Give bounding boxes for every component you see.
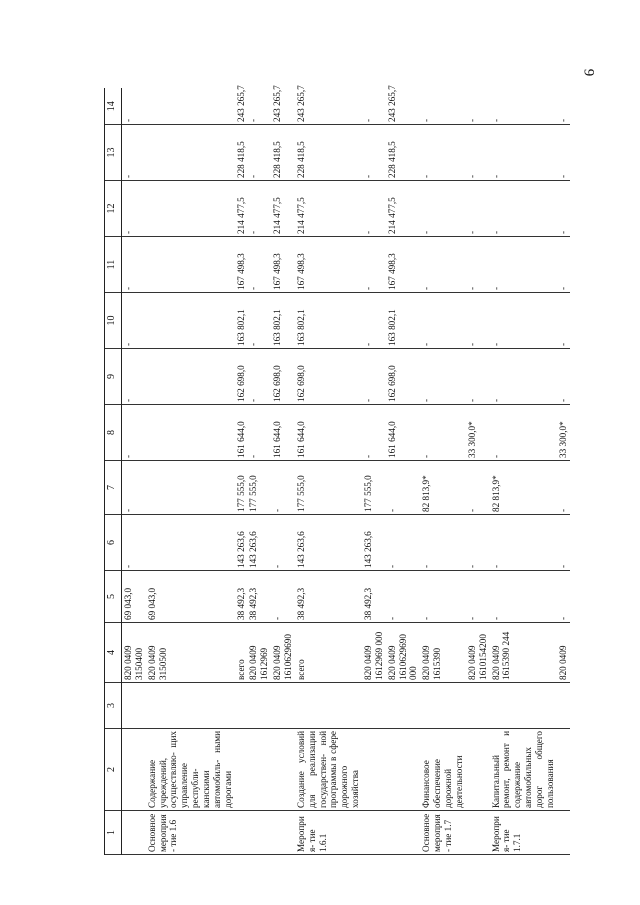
table-cell: 820 0409 1615390 — [420, 623, 465, 683]
table-cell: - — [557, 349, 570, 405]
table-cell: - — [271, 571, 295, 623]
table-cell: - — [466, 515, 490, 571]
table-cell: - — [247, 125, 271, 181]
table-row — [420, 89, 465, 855]
rotated-table-container — [104, 85, 600, 855]
table-cell: 167 498,3 — [271, 237, 295, 293]
budget-table — [104, 85, 570, 856]
table-cell: - — [386, 461, 421, 515]
table-cell: 38 492,3 — [235, 571, 248, 623]
table-cell — [466, 683, 490, 729]
table-cell: - — [362, 125, 386, 181]
table-cell — [557, 811, 570, 855]
table-cell — [466, 811, 490, 855]
table-cell: 162 698,0 — [235, 349, 248, 405]
table-body — [122, 85, 570, 855]
table-cell: 167 498,3 — [386, 237, 421, 293]
table-cell — [247, 729, 271, 811]
table-cell — [271, 729, 295, 811]
table-cell: 228 418,5 — [295, 125, 362, 181]
table-cell: 143 263,6 — [235, 515, 248, 571]
table-cell: 820 0409 1612969 000 — [362, 623, 386, 683]
table-row — [362, 89, 386, 855]
table-row — [295, 89, 362, 855]
table-cell: - — [490, 181, 557, 237]
table-cell — [247, 683, 271, 729]
table-cell: 243 265,7 — [386, 89, 421, 125]
column-header-5: 5 — [105, 571, 122, 623]
table-cell: 167 498,3 — [295, 237, 362, 293]
column-header-9: 9 — [105, 349, 122, 405]
table-cell: 161 644,0 — [295, 405, 362, 461]
table-cell: 33 300,0* — [466, 405, 490, 461]
table-cell: - — [466, 349, 490, 405]
table-cell: - — [420, 89, 465, 125]
table-cell: 82 813,9* — [420, 461, 465, 515]
table-cell: 163 802,1 — [271, 293, 295, 349]
table-cell: 243 265,7 — [271, 89, 295, 125]
table-row — [146, 89, 235, 855]
table-cell — [386, 683, 421, 729]
column-header-6: 6 — [105, 515, 122, 571]
table-cell: - — [386, 515, 421, 571]
table-cell — [557, 683, 570, 729]
table-cell: - — [122, 89, 146, 125]
table-row — [271, 89, 295, 855]
table-cell: - — [362, 89, 386, 125]
column-header-12: 12 — [105, 181, 122, 237]
table-row — [466, 89, 490, 855]
column-header-14: 14 — [105, 89, 122, 125]
table-cell: - — [362, 181, 386, 237]
table-cell — [386, 729, 421, 811]
table-cell: 820 0409 3150500 — [146, 623, 235, 683]
table-cell: - — [420, 125, 465, 181]
table-cell: - — [466, 125, 490, 181]
table-cell — [146, 405, 235, 461]
table-cell: - — [247, 237, 271, 293]
table-cell — [466, 729, 490, 811]
column-header-7: 7 — [105, 461, 122, 515]
table-cell: Содержание учреждений, осуществляю- щих управление республи- канскими автомобиль- ными дорогами — [146, 729, 235, 811]
table-cell: 38 492,3 — [362, 571, 386, 623]
table-cell: 163 802,1 — [295, 293, 362, 349]
table-cell: - — [557, 89, 570, 125]
table-cell: - — [490, 293, 557, 349]
table-cell: 82 813,9* — [490, 461, 557, 515]
table-row — [247, 89, 271, 855]
table-cell: - — [122, 405, 146, 461]
table-cell: 163 802,1 — [386, 293, 421, 349]
table-cell — [122, 729, 146, 811]
table-cell: - — [122, 181, 146, 237]
table-cell — [362, 729, 386, 811]
table-cell: 38 492,3 — [247, 571, 271, 623]
table-row — [386, 89, 421, 855]
table-cell: - — [420, 349, 465, 405]
column-header-11: 11 — [105, 237, 122, 293]
table-cell: 177 555,0 — [295, 461, 362, 515]
table-cell: - — [490, 237, 557, 293]
column-header-10: 10 — [105, 293, 122, 349]
table-row — [235, 89, 248, 855]
table-cell: Создание условий для реализации государствен- ной программы в сфере дорожного хозяйства — [295, 729, 362, 811]
table-cell: - — [490, 125, 557, 181]
table-cell: 228 418,5 — [235, 125, 248, 181]
page-number: 9 — [580, 68, 597, 77]
column-header-2: 2 — [105, 729, 122, 811]
table-cell: - — [122, 461, 146, 515]
table-cell: - — [557, 461, 570, 515]
table-cell: 820 0409 — [557, 623, 570, 683]
table-cell: - — [420, 571, 465, 623]
table-cell: 177 555,0 — [235, 461, 248, 515]
column-header-3: 3 — [105, 683, 122, 729]
table-cell: 228 418,5 — [386, 125, 421, 181]
table-cell: - — [490, 571, 557, 623]
table-cell: - — [122, 237, 146, 293]
table-cell: - — [271, 515, 295, 571]
table-cell: - — [557, 181, 570, 237]
table-cell: - — [271, 461, 295, 515]
table-cell — [146, 293, 235, 349]
table-header-row — [105, 89, 122, 855]
table-cell: - — [490, 89, 557, 125]
table-row — [122, 89, 146, 855]
table-cell: 167 498,3 — [235, 237, 248, 293]
table-cell — [420, 683, 465, 729]
table-cell: - — [466, 571, 490, 623]
table-cell: 161 644,0 — [235, 405, 248, 461]
table-cell — [235, 811, 248, 855]
table-cell: - — [557, 237, 570, 293]
table-cell: - — [466, 461, 490, 515]
table-cell: 820 0409 3150400 — [122, 623, 146, 683]
table-cell: - — [247, 181, 271, 237]
table-cell — [146, 461, 235, 515]
table-cell: - — [247, 405, 271, 461]
column-header-13: 13 — [105, 125, 122, 181]
table-cell: - — [466, 237, 490, 293]
table-cell: 143 263,6 — [295, 515, 362, 571]
table-cell: 163 802,1 — [235, 293, 248, 349]
table-cell: 243 265,7 — [295, 89, 362, 125]
table-cell: 162 698,0 — [295, 349, 362, 405]
table-cell: 161 644,0 — [386, 405, 421, 461]
table-cell — [146, 515, 235, 571]
table-cell — [146, 181, 235, 237]
table-cell — [146, 349, 235, 405]
table-cell: 143 263,6 — [247, 515, 271, 571]
table-cell: 38 492,3 — [295, 571, 362, 623]
table-cell: - — [557, 571, 570, 623]
table-cell: - — [490, 515, 557, 571]
table-cell: - — [490, 349, 557, 405]
table-cell — [386, 811, 421, 855]
table-cell — [271, 683, 295, 729]
table-cell — [295, 683, 362, 729]
table-cell: 69 043,0 — [122, 571, 146, 623]
table-row — [557, 89, 570, 855]
table-cell: - — [362, 405, 386, 461]
table-cell — [146, 683, 235, 729]
table-cell: - — [420, 237, 465, 293]
table-cell: 177 555,0 — [247, 461, 271, 515]
table-cell: - — [420, 405, 465, 461]
table-cell: всего — [235, 623, 248, 683]
table-cell — [122, 811, 146, 855]
table-cell: - — [420, 181, 465, 237]
table-cell: - — [420, 515, 465, 571]
table-cell: - — [466, 293, 490, 349]
table-cell — [271, 811, 295, 855]
table-cell — [490, 683, 557, 729]
column-header-8: 8 — [105, 405, 122, 461]
table-cell — [247, 811, 271, 855]
table-cell: - — [362, 293, 386, 349]
table-cell: 820 0409 1612969 — [247, 623, 271, 683]
table-cell — [557, 729, 570, 811]
table-cell: - — [122, 349, 146, 405]
table-cell — [235, 729, 248, 811]
table-cell: - — [466, 181, 490, 237]
table-row — [490, 89, 557, 855]
table-cell: Капитальный ремонт, ремонт и содержание автомобильных дорог общего пользования — [490, 729, 557, 811]
table-cell: всего — [295, 623, 362, 683]
table-cell — [122, 683, 146, 729]
table-cell: 214 477,5 — [386, 181, 421, 237]
table-cell: 69 043,0 — [146, 571, 235, 623]
table-cell: 214 477,5 — [235, 181, 248, 237]
table-cell — [146, 89, 235, 125]
table-cell — [362, 683, 386, 729]
table-cell: Основное мероприя- тие 1.6 — [146, 811, 235, 855]
column-header-4: 4 — [105, 623, 122, 683]
table-cell: 243 265,7 — [235, 89, 248, 125]
table-cell: - — [557, 515, 570, 571]
table-cell — [235, 683, 248, 729]
table-cell: - — [247, 349, 271, 405]
table-cell: - — [557, 125, 570, 181]
table-cell: 162 698,0 — [386, 349, 421, 405]
table-cell: 214 477,5 — [271, 181, 295, 237]
table-cell: Основное мероприя- тие 1.7 — [420, 811, 465, 855]
table-cell: - — [247, 293, 271, 349]
table-cell: - — [420, 293, 465, 349]
table-cell — [146, 237, 235, 293]
table-cell: - — [557, 293, 570, 349]
table-cell: Финансовое обеспечение дорожной деятельности — [420, 729, 465, 811]
table-cell: Мероприя- тие 1.7.1 — [490, 811, 557, 855]
column-header-1: 1 — [105, 811, 122, 855]
table-cell: 177 555,0 — [362, 461, 386, 515]
table-cell: 820 0409 1610629690 — [271, 623, 295, 683]
table-cell: 162 698,0 — [271, 349, 295, 405]
table-cell: - — [362, 237, 386, 293]
table-cell: - — [122, 293, 146, 349]
table-cell: 820 0409 1610154200 — [466, 623, 490, 683]
table-cell: 820 0409 1615390 244 — [490, 623, 557, 683]
table-cell: - — [122, 125, 146, 181]
table-cell: Мероприя- тие 1.6.1 — [295, 811, 362, 855]
table-cell: - — [466, 89, 490, 125]
table-cell — [146, 125, 235, 181]
table-cell: - — [386, 571, 421, 623]
table-cell — [362, 811, 386, 855]
table-cell: - — [362, 349, 386, 405]
table-cell: 143 263,6 — [362, 515, 386, 571]
table-cell: 161 644,0 — [271, 405, 295, 461]
table-cell: 228 418,5 — [271, 125, 295, 181]
table-cell: 33 300,0* — [557, 405, 570, 461]
table-cell: 214 477,5 — [295, 181, 362, 237]
table-cell: - — [122, 515, 146, 571]
table-cell: 820 0409 1610629690 000 — [386, 623, 421, 683]
table-cell: - — [247, 89, 271, 125]
table-cell: - — [490, 405, 557, 461]
